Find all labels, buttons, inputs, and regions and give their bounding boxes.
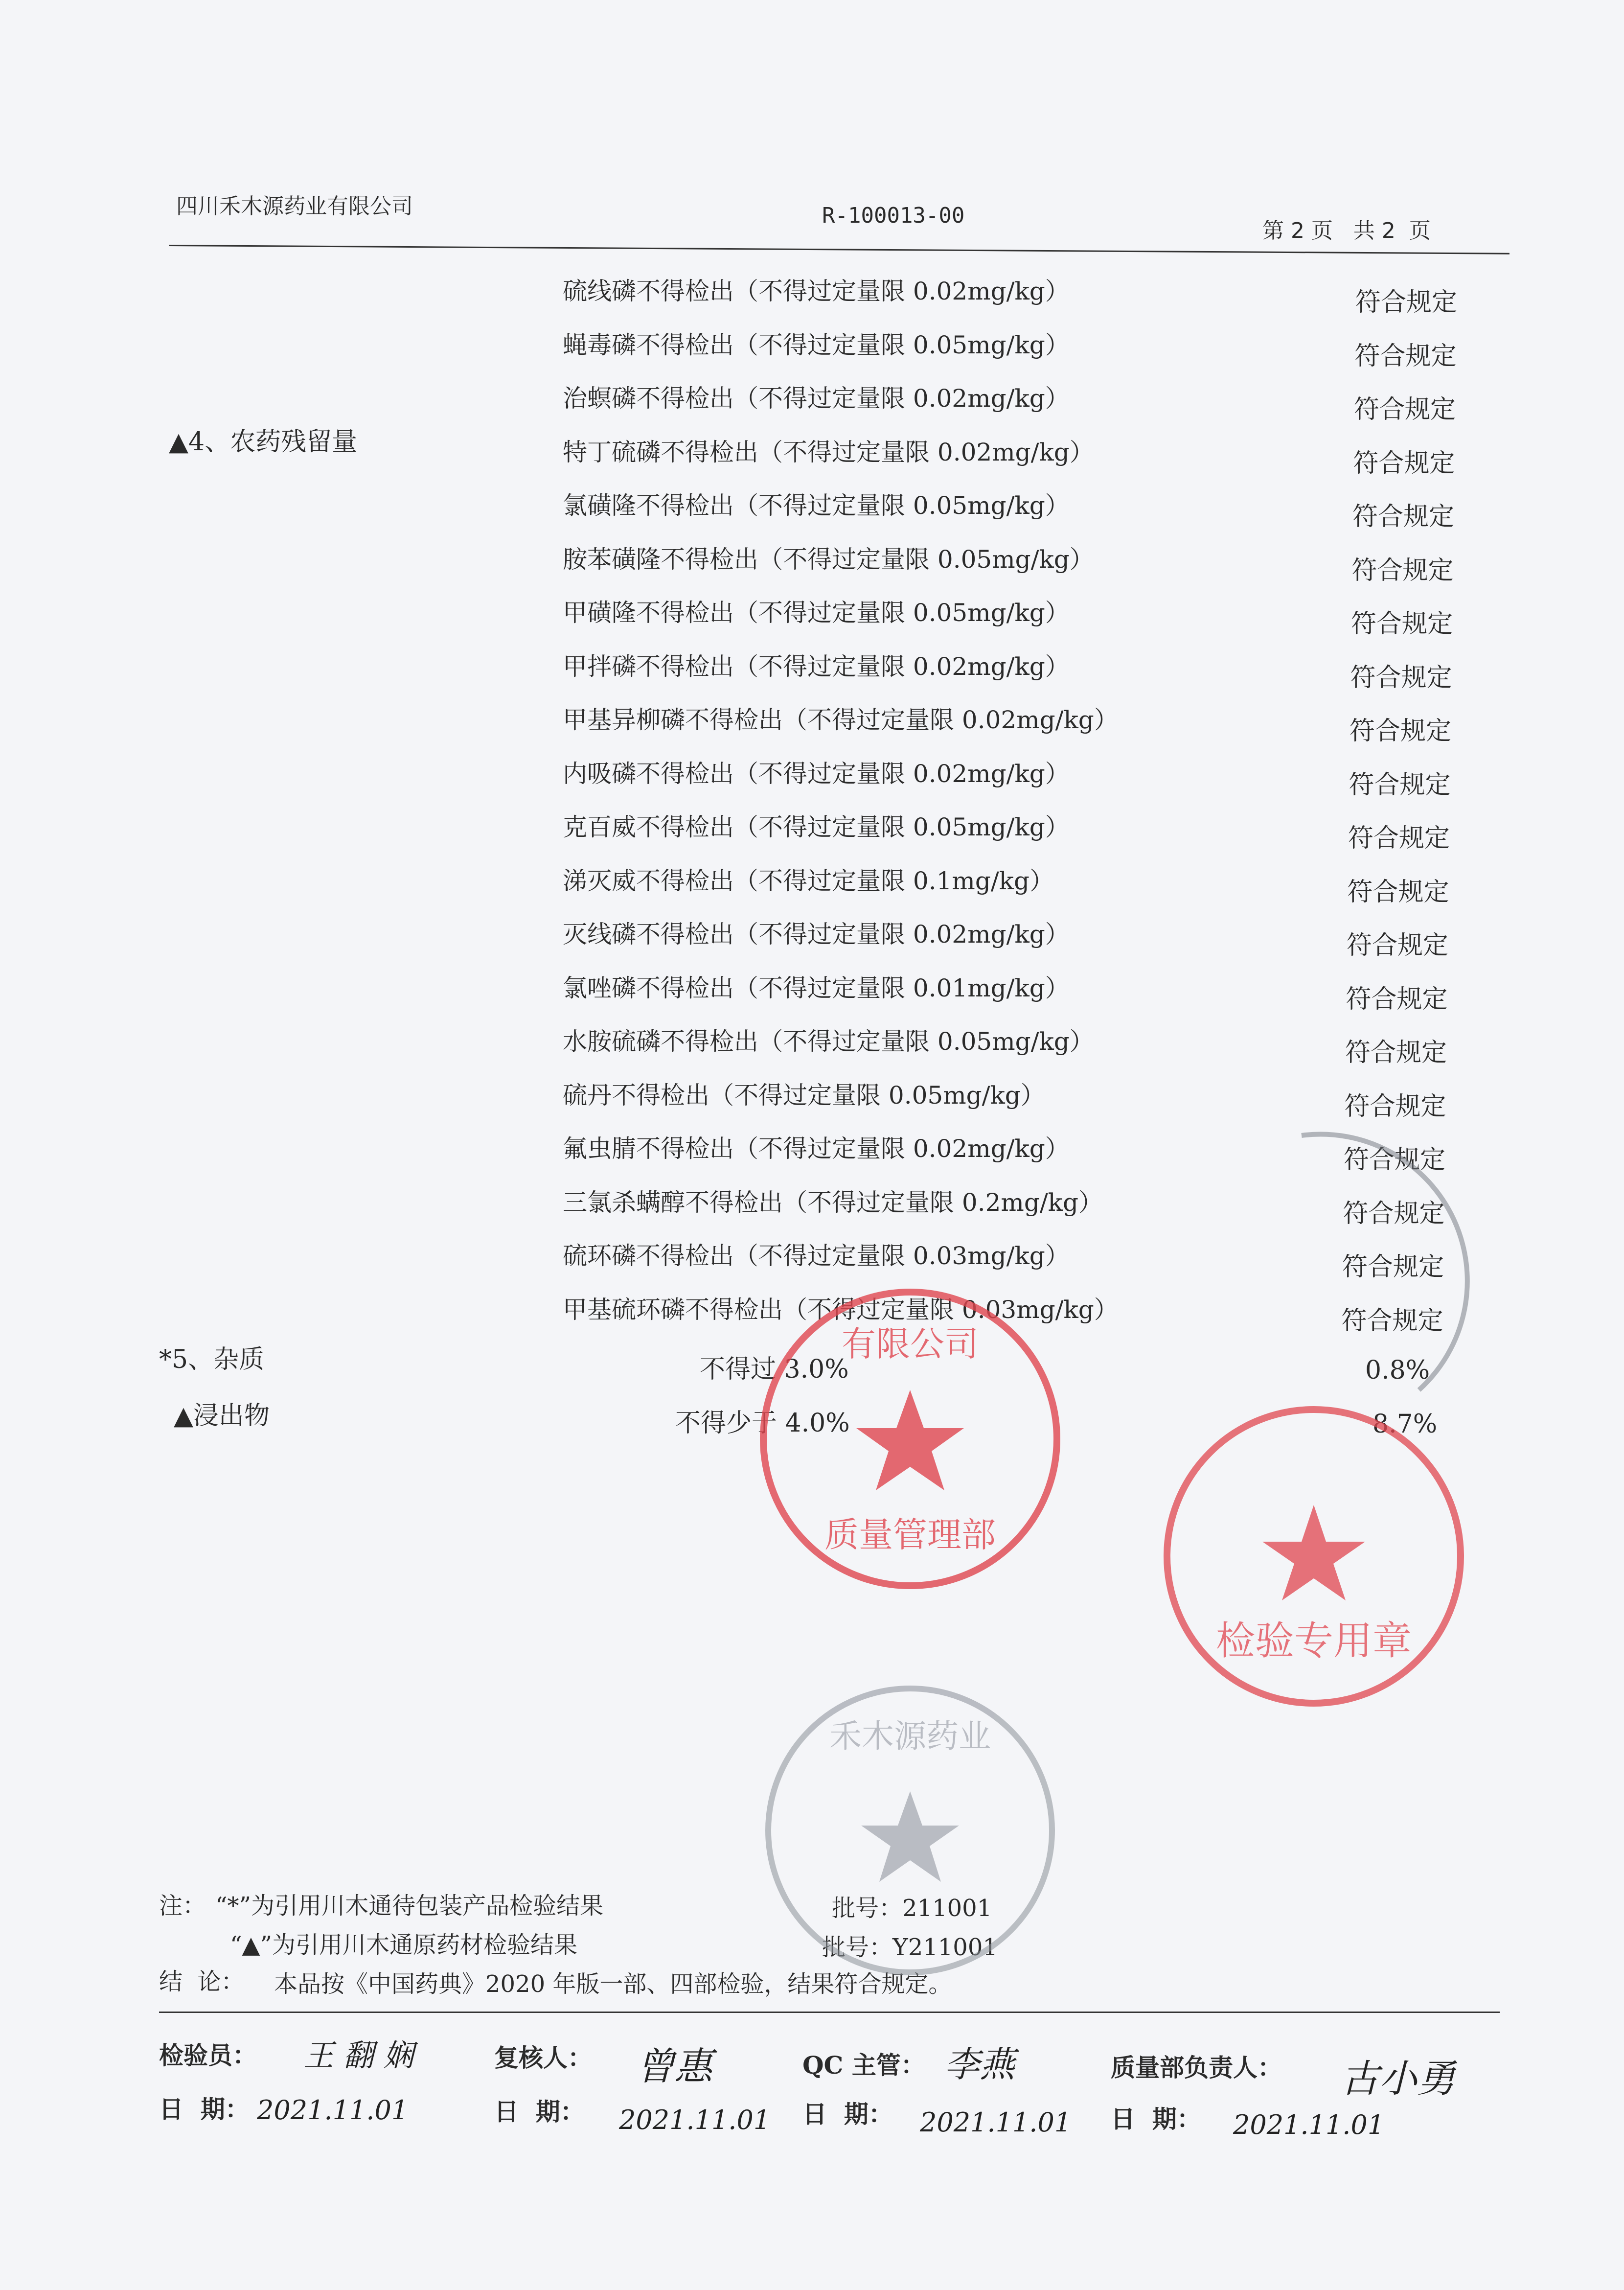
pesticide-item-result: 符合规定 — [1346, 984, 1448, 1014]
pesticide-item-name: 硫丹不得检出（不得过定量限 0.05mg/kg） — [563, 1081, 1045, 1110]
pesticide-item-name: 甲磺隆不得检出（不得过定量限 0.05mg/kg） — [563, 599, 1070, 627]
pesticide-item-result: 符合规定 — [1345, 1038, 1447, 1067]
pesticide-item-name: 治螟磷不得检出（不得过定量限 0.02mg/kg） — [563, 384, 1070, 413]
qc-signature: 李燕 — [944, 2044, 1015, 2085]
pesticide-item-name: 甲基硫环磷不得检出（不得过定量限 0.03mg/kg） — [563, 1295, 1119, 1324]
pesticide-item-result: 符合规定 — [1354, 341, 1457, 371]
pesticide-item-result: 符合规定 — [1341, 1306, 1443, 1336]
document-code: R-100013-00 — [822, 203, 965, 228]
date-label-3: 日 期： — [802, 2100, 893, 2128]
section5-standard: 不得过 3.0% — [700, 1355, 849, 1384]
pesticide-item-name: 三氯杀螨醇不得检出（不得过定量限 0.2mg/kg） — [563, 1188, 1103, 1217]
pesticide-item-result: 符合规定 — [1347, 877, 1449, 907]
date-value-1: 2021.11.01 — [257, 2095, 409, 2126]
pesticide-item-result: 符合规定 — [1351, 609, 1453, 639]
pesticide-item-result: 符合规定 — [1344, 1091, 1446, 1121]
red-seal-quality — [754, 1282, 1067, 1596]
note-line1-batch: 批号：211001 — [832, 1895, 992, 1922]
pesticide-item-name: 硫线磷不得检出（不得过定量限 0.02mg/kg） — [563, 277, 1070, 305]
conclusion-label: 结 论： — [159, 1968, 245, 1995]
pesticide-item-name: 甲拌磷不得检出（不得过定量限 0.02mg/kg） — [563, 652, 1070, 681]
pesticide-item-name: 灭线磷不得检出（不得过定量限 0.02mg/kg） — [563, 920, 1070, 948]
reviewer-signature: 曾惠 — [636, 2045, 713, 2089]
note-line2: “▲”为引用川木通原药材检验结果 — [230, 1931, 577, 1959]
notes-prefix: 注： — [159, 1892, 206, 1920]
red-seal-inspection — [1157, 1400, 1470, 1713]
pesticide-item-name: 蝇毒磷不得检出（不得过定量限 0.05mg/kg） — [563, 330, 1070, 359]
pesticide-item-name: 水胺硫磷不得检出（不得过定量限 0.05mg/kg） — [563, 1027, 1094, 1056]
pesticide-item-name: 克百威不得检出（不得过定量限 0.05mg/kg） — [563, 813, 1070, 841]
pesticide-item-name: 内吸磷不得检出（不得过定量限 0.02mg/kg） — [563, 759, 1070, 788]
section5-result: 0.8% — [1365, 1356, 1430, 1385]
pesticide-item-name: 氯磺隆不得检出（不得过定量限 0.05mg/kg） — [563, 491, 1070, 520]
pesticide-item-result: 符合规定 — [1351, 555, 1454, 585]
pesticide-item-result: 符合规定 — [1353, 448, 1455, 478]
svg-text:质量管理部: 质量管理部 — [824, 1515, 996, 1555]
section4-label: ▲4、农药残留量 — [169, 427, 358, 457]
date-value-4: 2021.11.01 — [1233, 2109, 1385, 2140]
company-name: 四川禾木源药业有限公司 — [176, 194, 413, 219]
section5-label: *5、杂质 — [159, 1345, 265, 1374]
date-value-3: 2021.11.01 — [920, 2107, 1072, 2138]
pesticide-item-result: 符合规定 — [1349, 770, 1451, 800]
pesticide-item-result: 符合规定 — [1355, 288, 1458, 317]
reviewer-label: 复核人： — [494, 2043, 592, 2072]
header-rule — [169, 245, 1510, 254]
qa-signature: 古小勇 — [1341, 2057, 1456, 2101]
note-line1: “*”为引用川木通待包装产品检验结果 — [215, 1892, 604, 1920]
grey-seal-partial — [1272, 1116, 1468, 1410]
pesticide-item-name: 涕灭威不得检出（不得过定量限 0.1mg/kg） — [563, 866, 1054, 895]
pesticide-item-result: 符合规定 — [1350, 717, 1452, 746]
grey-seal-company — [754, 1674, 1067, 1987]
date-label-2: 日 期： — [494, 2097, 585, 2126]
date-value-2: 2021.11.01 — [619, 2105, 771, 2135]
pesticide-item-name: 硫环磷不得检出（不得过定量限 0.03mg/kg） — [563, 1242, 1070, 1270]
svg-text:检验专用章: 检验专用章 — [1216, 1618, 1412, 1664]
pesticide-item-result: 符合规定 — [1348, 824, 1450, 853]
inspector-label: 检验员： — [159, 2041, 257, 2070]
pesticide-item-result: 符合规定 — [1350, 663, 1452, 693]
signature-rule — [159, 2012, 1500, 2013]
extract-result: 8.7% — [1372, 1410, 1438, 1439]
extract-label: ▲浸出物 — [174, 1401, 270, 1431]
pesticide-item-name: 甲基异柳磷不得检出（不得过定量限 0.02mg/kg） — [563, 706, 1119, 734]
qa-label: 质量部负责人： — [1111, 2053, 1282, 2082]
date-label-4: 日 期： — [1111, 2105, 1201, 2133]
svg-text:有限公司: 有限公司 — [842, 1324, 979, 1364]
inspector-signature: 王 翻 娴 — [303, 2037, 414, 2073]
pesticide-item-result: 符合规定 — [1343, 1199, 1445, 1228]
qc-label: QC 主管： — [802, 2051, 925, 2080]
page-info: 第 2 页 共 2 页 — [1262, 218, 1431, 243]
pesticide-item-result: 符合规定 — [1352, 502, 1455, 532]
pesticide-item-result: 符合规定 — [1347, 931, 1449, 960]
pesticide-item-name: 氟虫腈不得检出（不得过定量限 0.02mg/kg） — [563, 1134, 1070, 1163]
note-line2-batch: 批号：Y211001 — [822, 1934, 998, 1961]
conclusion-text: 本品按《中国药典》2020 年版一部、四部检验，结果符合规定。 — [274, 1970, 952, 1998]
pesticide-item-result: 符合规定 — [1344, 1145, 1446, 1175]
extract-standard: 不得少于 4.0% — [675, 1409, 850, 1438]
pesticide-item-result: 符合规定 — [1354, 395, 1456, 424]
pesticide-item-name: 特丁硫磷不得检出（不得过定量限 0.02mg/kg） — [563, 438, 1094, 466]
pesticide-item-name: 氯唑磷不得检出（不得过定量限 0.01mg/kg） — [563, 973, 1070, 1002]
date-label-1: 日 期： — [159, 2095, 250, 2124]
pesticide-item-name: 胺苯磺隆不得检出（不得过定量限 0.05mg/kg） — [563, 545, 1094, 574]
pesticide-item-result: 符合规定 — [1342, 1252, 1444, 1282]
svg-text:禾木源药业: 禾木源药业 — [829, 1717, 991, 1755]
